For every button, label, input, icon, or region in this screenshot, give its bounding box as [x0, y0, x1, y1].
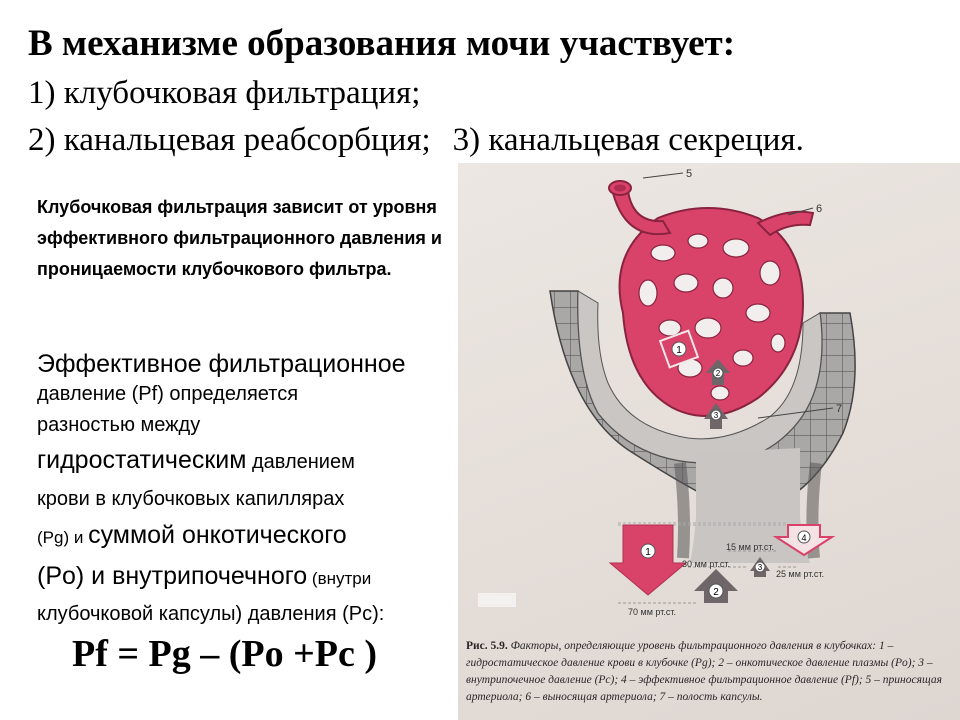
mechanism-item-3: 3) канальцевая секреция.: [452, 122, 804, 158]
def-line: крови в клубочковых капиллярах: [37, 488, 345, 510]
svg-text:1: 1: [676, 345, 682, 356]
figure-caption: [466, 638, 952, 706]
pressure-30: 30 мм рт.ст.: [682, 559, 730, 569]
label-5: 5: [686, 168, 693, 180]
mechanism-item-2: 2) канальцевая реабсорбция;: [28, 122, 431, 158]
def-line: гидростатическим давлением: [37, 446, 355, 474]
filtration-dependency-text: Клубочковая фильтрация зависит от уровня эффективного фильтрационного давления и проницаемости клубочкового фильтра.: [37, 197, 442, 279]
svg-text:3: 3: [757, 563, 763, 572]
caption-number: Рис. 5.9.: [466, 640, 508, 652]
pf-formula: Pf = Pg – (Po +Pc ): [72, 633, 377, 675]
svg-text:1: 1: [645, 547, 651, 558]
afferent-arteriole: [613, 191, 670, 234]
def-line: клубочковой капсулы) давления (Pc):: [37, 603, 385, 625]
def-line: давление (Pf) определяется: [37, 383, 299, 405]
def-line: Эффективное фильтрационное: [37, 350, 406, 378]
svg-text:3: 3: [713, 411, 719, 420]
mechanism-item-1: 1) клубочковая фильтрация;: [28, 75, 421, 111]
label-6: 6: [816, 203, 823, 215]
glomerulus-capillaries: [620, 208, 803, 416]
mechanism-items-2-3: [28, 122, 804, 159]
efferent-arteriole: [758, 212, 813, 235]
pressure-25: 25 мм рт.ст.: [776, 569, 824, 579]
def-line: (Pg) и суммой онкотического: [37, 521, 347, 549]
svg-text:2: 2: [713, 587, 719, 598]
pressure-definition: [37, 349, 467, 630]
def-line: разностью между: [37, 414, 201, 436]
svg-text:4: 4: [801, 533, 807, 543]
arrow-1-hydrostatic: [610, 525, 686, 595]
pressure-70: 70 мм рт.ст.: [628, 607, 676, 617]
glomerular-filtration-figure: [458, 163, 960, 720]
def-line: (Po) и внутрипочечного (внутри: [37, 562, 372, 590]
glomerulus-diagram: [458, 163, 960, 720]
label-7: 7: [836, 403, 843, 415]
svg-text:2: 2: [715, 369, 721, 378]
caption-text: Факторы, определяющие уровень фильтрационного давления в клубочках: 1 – гидростатическое давление крови в клубочке (Pg); 2 – онкотическое давление плазмы (Po); 3 – внутрипочечное давление (Pc); 4 – эффективное фильтрационное давление (Pf); 5 – приносящая артериола; 6 – выносящая артериола; 7 – полость капсулы.: [466, 640, 943, 703]
slide-title: В механизме образования мочи участвует:: [28, 23, 736, 64]
pressure-15: 15 мм рт.ст.: [726, 542, 774, 552]
